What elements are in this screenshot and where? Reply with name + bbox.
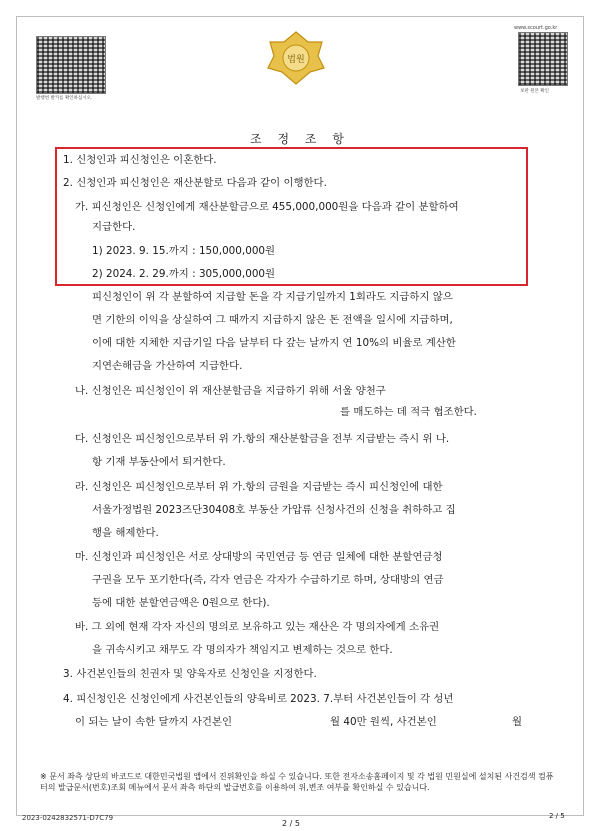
clause-4-cont-c: 월	[512, 716, 523, 728]
clause-2: 2. 신청인과 피신청인은 재산분할로 다음과 같이 이행한다.	[63, 177, 327, 189]
clause-2d: 라. 신청인은 피신청인으로부터 위 가.항의 금원을 지급받는 즉시 피신청인에 대한	[75, 481, 443, 493]
court-seal-icon	[262, 28, 330, 88]
clause-2e: 마. 신청인과 피신청인은 서로 상대방의 국민연금 등 연금 일체에 대한 분할연금청	[75, 551, 443, 563]
barcode-right-caption: 보관 원본 확인	[520, 89, 549, 94]
clause-2c-cont: 항 기재 부동산에서 퇴거한다.	[92, 456, 226, 468]
page-number-right: 2 / 5	[549, 812, 565, 820]
barcode-left	[36, 36, 106, 94]
clause-2b-cont: 를 매도하는 데 적극 협조한다.	[340, 406, 477, 418]
clause-2f: 바. 그 외에 현재 각자 자신의 명의로 보유하고 있는 재산은 각 명의자에게 소유권	[75, 621, 440, 633]
clause-4-cont-a: 이 되는 날이 속한 달까지 사건본인	[75, 716, 233, 728]
verification-note: ※ 문서 좌측 상단의 바코드로 대한민국법원 앱에서 진위확인을 하실 수 있습니다. 또한 전자소송홈페이지 및 각 법원 민원실에 설치된 사건검색 컴퓨터의 발급문서(번호)조회 메뉴에서 문서 좌측 하단의 발급번호를 이용하여 위,변조 여부를 확인하실 수 있습니다.	[40, 772, 554, 792]
page-title: 조 정 조 항	[250, 132, 350, 146]
clause-1: 1. 신청인과 피신청인은 이혼한다.	[63, 154, 217, 166]
clause-2e-cont-1: 구권을 모두 포기한다(즉, 각자 연금은 각자가 수급하기로 하며, 상대방의 연금	[92, 574, 444, 586]
issue-number: 2023-0242832571-D7C79	[22, 814, 114, 822]
clause-2a-cont: 지급한다.	[92, 221, 136, 233]
clause-2e-cont-2: 등에 대한 분할연금액은 0원으로 한다).	[92, 597, 270, 609]
default-clause-4: 지연손해금을 가산하여 지급한다.	[92, 360, 243, 372]
site-url: www.scourt.go.kr	[514, 25, 558, 31]
clause-3: 3. 사건본인들의 친권자 및 양육자로 신청인을 지정한다.	[63, 668, 317, 680]
seal-text: 법원	[287, 55, 305, 65]
clause-2f-cont: 을 귀속시키고 채무도 각 명의자가 책임지고 변제하는 것으로 한다.	[92, 644, 393, 656]
default-clause-2: 면 기한의 이익을 상실하여 그 때까지 지급하지 않은 돈 전액을 일시에 지급하며,	[92, 314, 453, 326]
barcode-right	[518, 32, 568, 86]
clause-4: 4. 피신청인은 신청인에게 사건본인들의 양육비로 2023. 7.부터 사건본인들이 각 성년	[63, 693, 454, 705]
clause-2d-cont-2: 행을 해제한다.	[92, 527, 159, 539]
installment-2: 2) 2024. 2. 29.까지 : 305,000,000원	[92, 268, 276, 280]
clause-4-cont-b: 월 40만 원씩, 사건본인	[330, 716, 437, 728]
page-number: 2 / 5	[282, 819, 300, 828]
clause-2b: 나. 신청인은 피신청인이 위 재산분할금을 지급하기 위해 서울 양천구	[75, 385, 386, 397]
clause-2d-cont-1: 서울가정법원 2023즈단30408호 부동산 가압류 신청사건의 신청을 취하하고 집	[92, 504, 456, 516]
installment-1: 1) 2023. 9. 15.까지 : 150,000,000원	[92, 245, 276, 257]
default-clause-3: 이에 대한 지체한 지급기일 다음 날부터 다 갚는 날까지 연 10%의 비율로 계산한	[92, 337, 456, 349]
clause-2a: 가. 피신청인은 신청인에게 재산분할금으로 455,000,000원을 다음과 같이 분할하여	[75, 201, 459, 213]
barcode-left-caption: 발행번 발카를 확인하십시오.	[36, 96, 93, 101]
clause-2c: 다. 신청인은 피신청인으로부터 위 가.항의 재산분할금을 전부 지급받는 즉시 위 나.	[75, 433, 450, 445]
default-clause-1: 피신청인이 위 각 분할하여 지급할 돈을 각 지급기일까지 1회라도 지급하지 않으	[92, 291, 453, 303]
highlight-box	[55, 147, 528, 286]
